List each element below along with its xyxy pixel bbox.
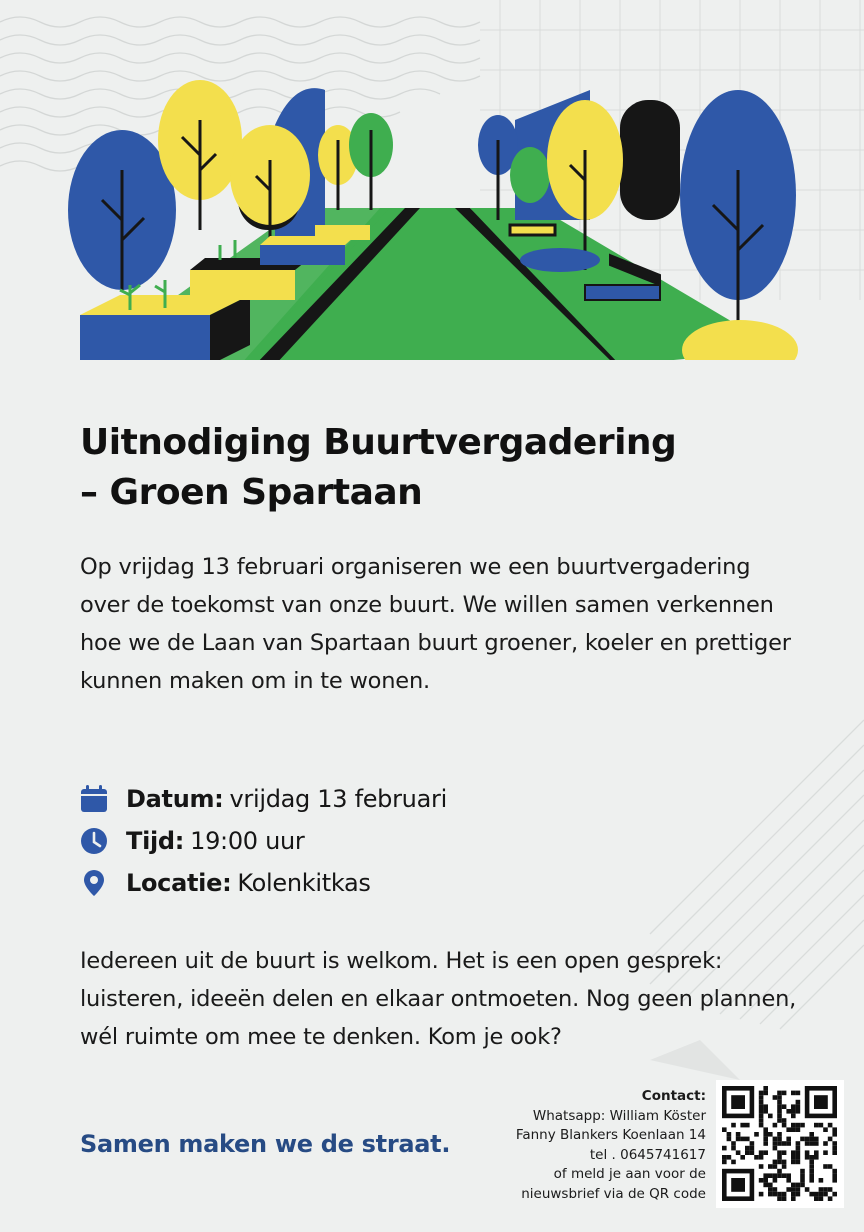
location-value: Kolenkitkas bbox=[237, 869, 371, 897]
detail-time bbox=[78, 820, 678, 862]
calendar-icon bbox=[78, 783, 110, 815]
date-value: vrijdag 13 februari bbox=[229, 785, 447, 813]
date-label: Datum: bbox=[126, 785, 224, 813]
qr-code[interactable] bbox=[716, 1080, 844, 1208]
contact-line: Fanny Blankers Koenlaan 14 bbox=[515, 1127, 706, 1143]
title-line-2: – Groen Spartaan bbox=[80, 472, 423, 513]
closing-paragraph: Iedereen uit de buurt is welkom. Het is een open gesprek: luisteren, ideeën delen en elkaar ontmoeten. Nog geen plannen, wél ruimte om mee te denken. Kom je ook? bbox=[80, 948, 797, 1050]
detail-date bbox=[78, 778, 678, 820]
intro-paragraph: Op vrijdag 13 februari organiseren we een buurtvergadering over de toekomst van onze buurt. We willen samen verkennen hoe we de Laan van Spartaan buurt groener, koeler en prettiger kunnen maken om in te wonen. bbox=[80, 554, 791, 694]
title-line-1: Uitnodiging Buurtvergadering bbox=[80, 422, 677, 463]
contact-line: of meld je aan voor de bbox=[553, 1166, 706, 1182]
page-title bbox=[80, 418, 800, 518]
contact-line: Whatsapp: William Köster bbox=[532, 1107, 706, 1124]
location-label: Locatie: bbox=[126, 869, 232, 897]
event-details bbox=[78, 778, 678, 904]
location-pin-icon bbox=[78, 867, 110, 899]
contact-block bbox=[406, 1087, 706, 1204]
detail-location bbox=[78, 862, 678, 904]
clock-icon bbox=[78, 825, 110, 857]
contact-line: nieuwsbrief via de QR code bbox=[521, 1185, 706, 1202]
park-street-illustration bbox=[60, 60, 800, 380]
contact-heading: Contact: bbox=[641, 1088, 706, 1104]
time-label: Tijd: bbox=[126, 827, 185, 855]
time-value: 19:00 uur bbox=[190, 827, 305, 855]
contact-line: tel . 0645741617 bbox=[589, 1146, 706, 1163]
slogan: Samen maken we de straat. bbox=[80, 1130, 451, 1158]
